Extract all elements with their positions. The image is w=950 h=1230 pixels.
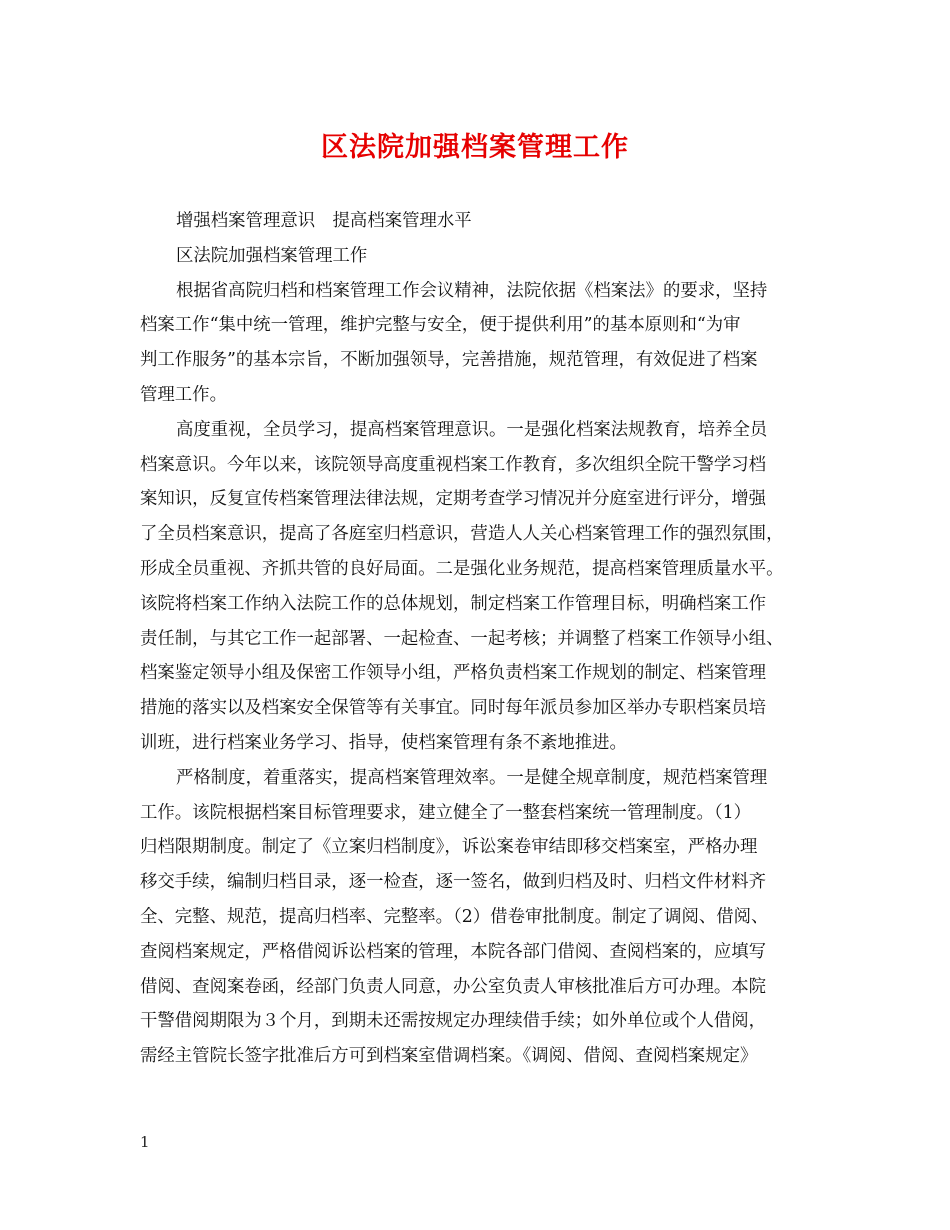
paragraph-line: 该院将档案工作纳入法院工作的总体规划，制定档案工作管理目标，明确档案工作	[140, 593, 767, 614]
paragraph-line: 形成全员重视、齐抓共管的良好局面。二是强化业务规范，提高档案管理质量水平。	[140, 558, 784, 579]
paragraph-line: 训班，进行档案业务学习、指导，使档案管理有条不紊地推进。	[140, 732, 627, 753]
paragraph-line: 高度重视，全员学习，提高档案管理意识。一是强化档案法规教育，培养全员	[176, 419, 768, 440]
subheading-line: 区法院加强档案管理工作	[176, 245, 368, 266]
paragraph-line: 全、完整、规范，提高归档率、完整率。（2）借卷审批制度。制定了调阅、借阅、	[140, 906, 769, 927]
paragraph-line: 查阅档案规定，严格借阅诉讼档案的管理，本院各部门借阅、查阅档案的，应填写	[140, 941, 767, 962]
paragraph-line: 根据省高院归档和档案管理工作会议精神，法院依据《档案法》的要求，坚持	[176, 280, 768, 301]
paragraph-line: 了全员档案意识，提高了各庭室归档意识，营造人人关心档案管理工作的强烈氛围，	[140, 524, 784, 545]
paragraph-line: 档案工作“集中统一管理，维护完整与安全，便于提供利用”的基本原则和“为审	[140, 315, 741, 336]
paragraph-line: 严格制度，着重落实，提高档案管理效率。一是健全规章制度，规范档案管理	[176, 767, 768, 788]
document-body	[140, 204, 812, 1074]
paragraph-line: 措施的落实以及档案安全保管等有关事宜。同时每年派员参加区举办专职档案员培	[140, 698, 767, 719]
paragraph-line: 归档限期制度。制定了《立案归档制度》，诉讼案卷审结即移交档案室，严格办理	[140, 837, 758, 858]
paragraph-line: 责任制，与其它工作一起部署、一起检查、一起考核；并调整了档案工作领导小组、	[140, 628, 784, 649]
paragraph-line: 档案鉴定领导小组及保密工作领导小组，严格负责档案工作规划的制定、档案管理	[140, 663, 767, 684]
paragraph-line: 移交手续，编制归档目录，逐一检查，逐一签名，做到归档及时、归档文件材料齐	[140, 872, 767, 893]
paragraph-line: 需经主管院长签字批准后方可到档案室借调档案。《调阅、借阅、查阅档案规定》	[140, 1046, 758, 1067]
subtitle-line: 增强档案管理意识 提高档案管理水平	[176, 211, 472, 231]
paragraph-line: 案知识，反复宣传档案管理法律法规，定期考查学习情况并分庭室进行评分，增强	[140, 489, 767, 510]
paragraph-line: 档案意识。今年以来，该院领导高度重视档案工作教育，多次组织全院干警学习档	[140, 454, 767, 475]
paragraph-line: 判工作服务”的基本宗旨，不断加强领导，完善措施，规范管理，有效促进了档案	[140, 350, 758, 371]
document-title: 区法院加强档案管理工作	[321, 132, 629, 163]
paragraph-line: 借阅、查阅案卷函，经部门负责人同意，办公室负责人审核批准后方可办理。本院	[140, 976, 767, 997]
paragraph-line: 管理工作。	[140, 384, 227, 405]
paragraph-line: 工作。该院根据档案目标管理要求，建立健全了一整套档案统一管理制度。（1）	[140, 802, 752, 823]
page-number: 1	[140, 1133, 150, 1151]
paragraph-line: 干警借阅期限为３个月，到期未还需按规定办理续借手续；如外单位或个人借阅，	[140, 1011, 767, 1032]
